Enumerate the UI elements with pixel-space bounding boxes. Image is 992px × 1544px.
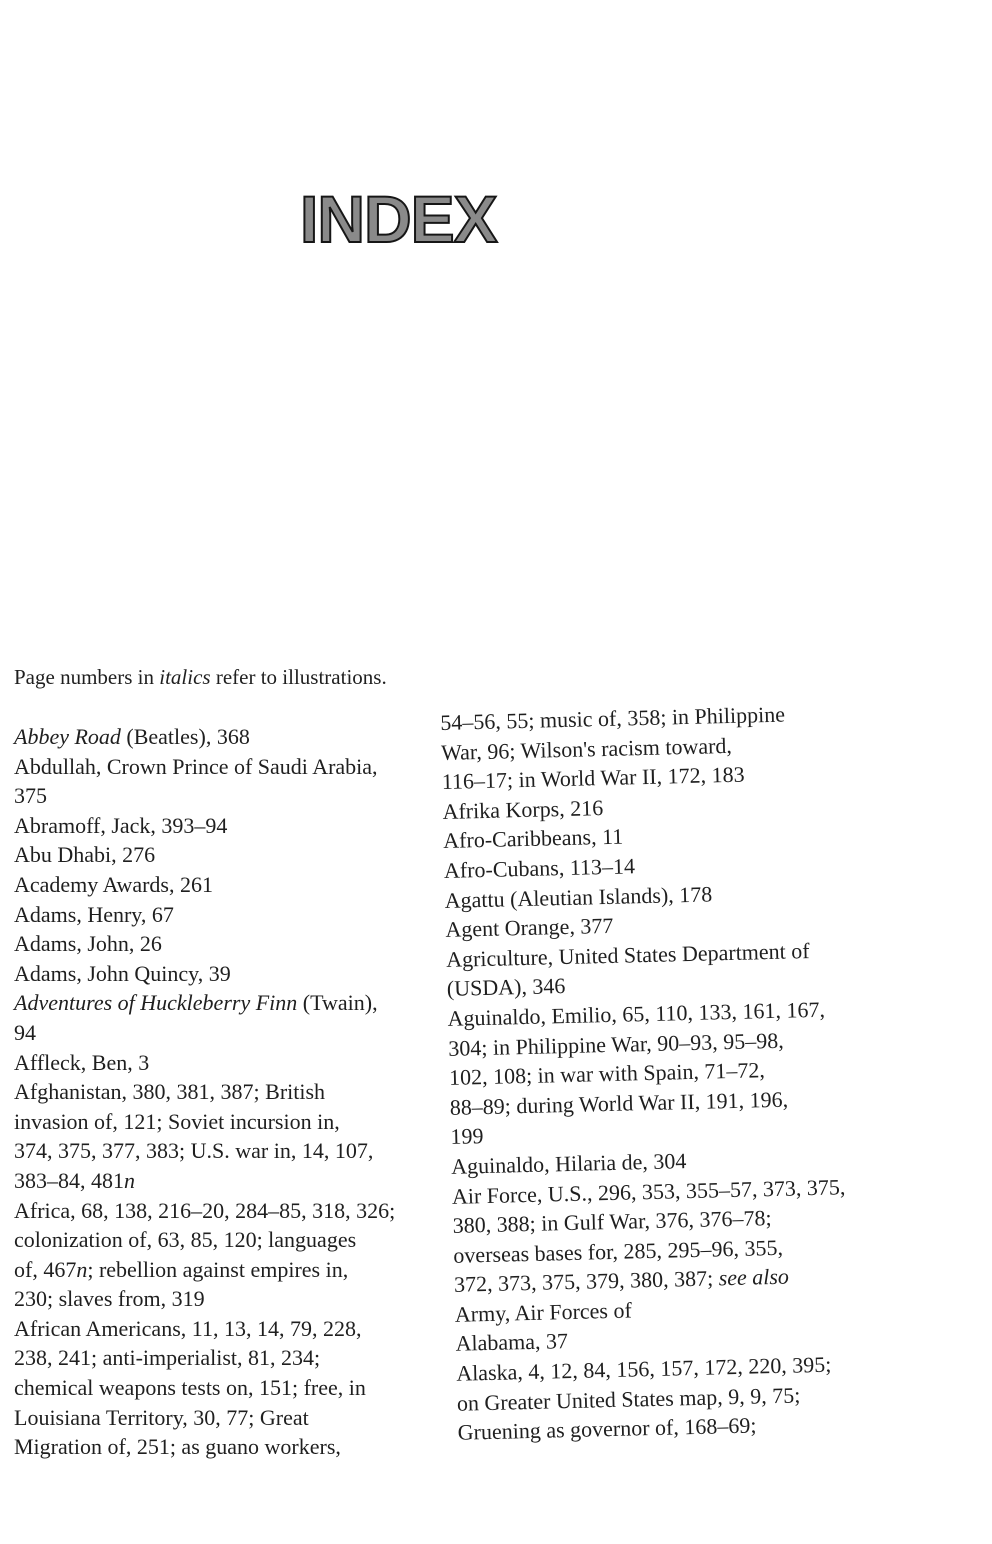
index-text: Alaska, 4, 12, 84, 156, 157, 172, 220, 395; [455,1351,832,1386]
index-entry [446,934,887,1004]
index-text: Migration of, 251; as guano workers, [14,1434,341,1460]
index-text: Abramoff, Jack, 393–94 [14,812,228,838]
index-text: 374, 375, 377, 383; U.S. war in, 14, 107, [14,1138,374,1164]
index-text: chemical weapons tests on, 151; free, in [14,1375,366,1401]
index-text: Afro-Caribbeans, 11 [442,823,624,854]
index-text: overseas bases for, 285, 295–96, 355, [453,1234,784,1268]
index-text: Affleck, Ben, 3 [14,1049,150,1075]
index-text: 380, 388; in Gulf War, 376, 376–78; [452,1205,772,1238]
italics-note [14,664,387,690]
index-text: Gruening as governor of, 168–69; [457,1412,757,1446]
index-line [14,1196,454,1226]
index-entry [14,1196,454,1314]
index-text: 375 [14,783,47,809]
index-entry [452,1171,895,1330]
index-line [14,1107,454,1137]
index-text: Academy Awards, 261 [14,871,213,897]
index-line [14,988,454,1018]
index-text: Aguinaldo, Hilaria de, 304 [450,1148,687,1179]
index-text: on Greater United States map, 9, 9, 75; [456,1382,801,1416]
index-text: Louisiana Territory, 30, 77; Great [14,1404,309,1430]
index-entry [14,840,454,870]
index-entry [14,988,454,1047]
index-text: of, 467 [14,1256,77,1282]
index-entry [14,1077,454,1195]
index-line [14,1225,454,1255]
index-text: (Beatles), 368 [120,724,250,749]
index-text: Air Force, U.S., 296, 353, 355–57, 373, 375, [451,1173,846,1209]
index-line [14,1343,454,1373]
index-text: see also [718,1263,790,1291]
index-text: n [124,1167,135,1193]
index-column-left [14,722,454,1462]
index-line [14,1048,454,1078]
index-line [14,1018,454,1048]
index-line [14,959,454,989]
index-line [14,1403,454,1433]
note-suffix: refer to illustrations. [210,665,387,689]
index-text: n [76,1256,88,1282]
index-text: ; rebellion against empires in, [87,1256,349,1282]
index-line [14,1432,454,1462]
index-text: Afghanistan, 380, 381, 387; British [14,1079,326,1105]
index-line [14,1166,454,1196]
index-line [14,900,454,930]
index-text: (Twain), [297,990,378,1016]
index-text: Abbey Road [14,724,121,749]
index-entry [14,870,454,900]
index-line [14,752,454,782]
index-text: War, 96; Wilson's racism toward, [440,732,733,765]
index-entry [14,900,454,930]
index-entry [14,929,454,959]
index-text: Aguinaldo, Emilio, 65, 110, 133, 161, 167, [447,996,826,1031]
index-text: 102, 108; in war with Spain, 71–72, [448,1057,766,1091]
index-text: Agent Orange, 377 [445,912,614,943]
index-text: 304; in Philippine War, 90–93, 95–98, [448,1027,785,1061]
index-text: 383–84, 481 [14,1167,124,1193]
index-line [14,1077,454,1107]
index-text: Afrika Korps, 216 [442,794,604,824]
index-line [14,1255,454,1285]
index-line [14,1373,454,1403]
index-line [14,870,454,900]
index-line [14,781,454,811]
index-text: (USDA), 346 [446,973,566,1002]
index-entry [14,722,454,752]
index-text: invasion of, 121; Soviet incursion in, [14,1108,340,1134]
index-text: Adventures of Huckleberry Finn [14,990,298,1016]
index-text: Adams, Henry, 67 [14,901,174,927]
index-text: Abdullah, Crown Prince of Saudi Arabia, [14,753,378,779]
index-entry [447,993,890,1152]
index-entry [456,1348,898,1448]
index-line [14,1314,454,1344]
note-prefix: Page numbers in [14,665,160,689]
note-emphasis: italics [159,665,211,689]
index-text: Afro-Cubans, 113–14 [443,853,636,883]
index-entry-continuation [440,697,882,797]
index-text: Agattu (Aleutian Islands), 178 [444,880,713,913]
index-text: 88–89; during World War II, 191, 196, [449,1086,789,1120]
index-text: 238, 241; anti-imperialist, 81, 234; [14,1345,321,1371]
index-line [14,811,454,841]
index-text: colonization of, 63, 85, 120; languages [14,1227,357,1253]
index-text: 94 [14,1019,36,1045]
index-text: Agriculture, United States Department of [445,937,810,972]
index-line [14,840,454,870]
index-entry [14,752,454,811]
index-entry [14,959,454,989]
index-text: Army, Air Forces of [454,1297,633,1327]
index-text: 199 [450,1123,484,1150]
index-text: 116–17; in World War II, 172, 183 [441,761,745,795]
index-text: 372, 373, 375, 379, 380, 387; [453,1265,719,1298]
index-column-right [440,697,898,1447]
index-text: 230; slaves from, 319 [14,1286,205,1312]
index-text: 54–56, 55; music of, 358; in Philippine [440,701,786,735]
index-entry [14,1314,454,1462]
index-text: Adams, John Quincy, 39 [14,960,231,986]
index-text: Abu Dhabi, 276 [14,842,156,868]
index-line [14,1284,454,1314]
index-text: Alabama, 37 [455,1328,569,1357]
index-text: Adams, John, 26 [14,931,162,957]
index-line [14,1136,454,1166]
index-text: African Americans, 11, 13, 14, 79, 228, [14,1315,362,1341]
index-entry [14,1048,454,1078]
page-title: INDEX [300,182,497,256]
index-text: Africa, 68, 138, 216–20, 284–85, 318, 326; [14,1197,396,1223]
index-line [14,722,454,752]
index-line [14,929,454,959]
index-entry [14,811,454,841]
